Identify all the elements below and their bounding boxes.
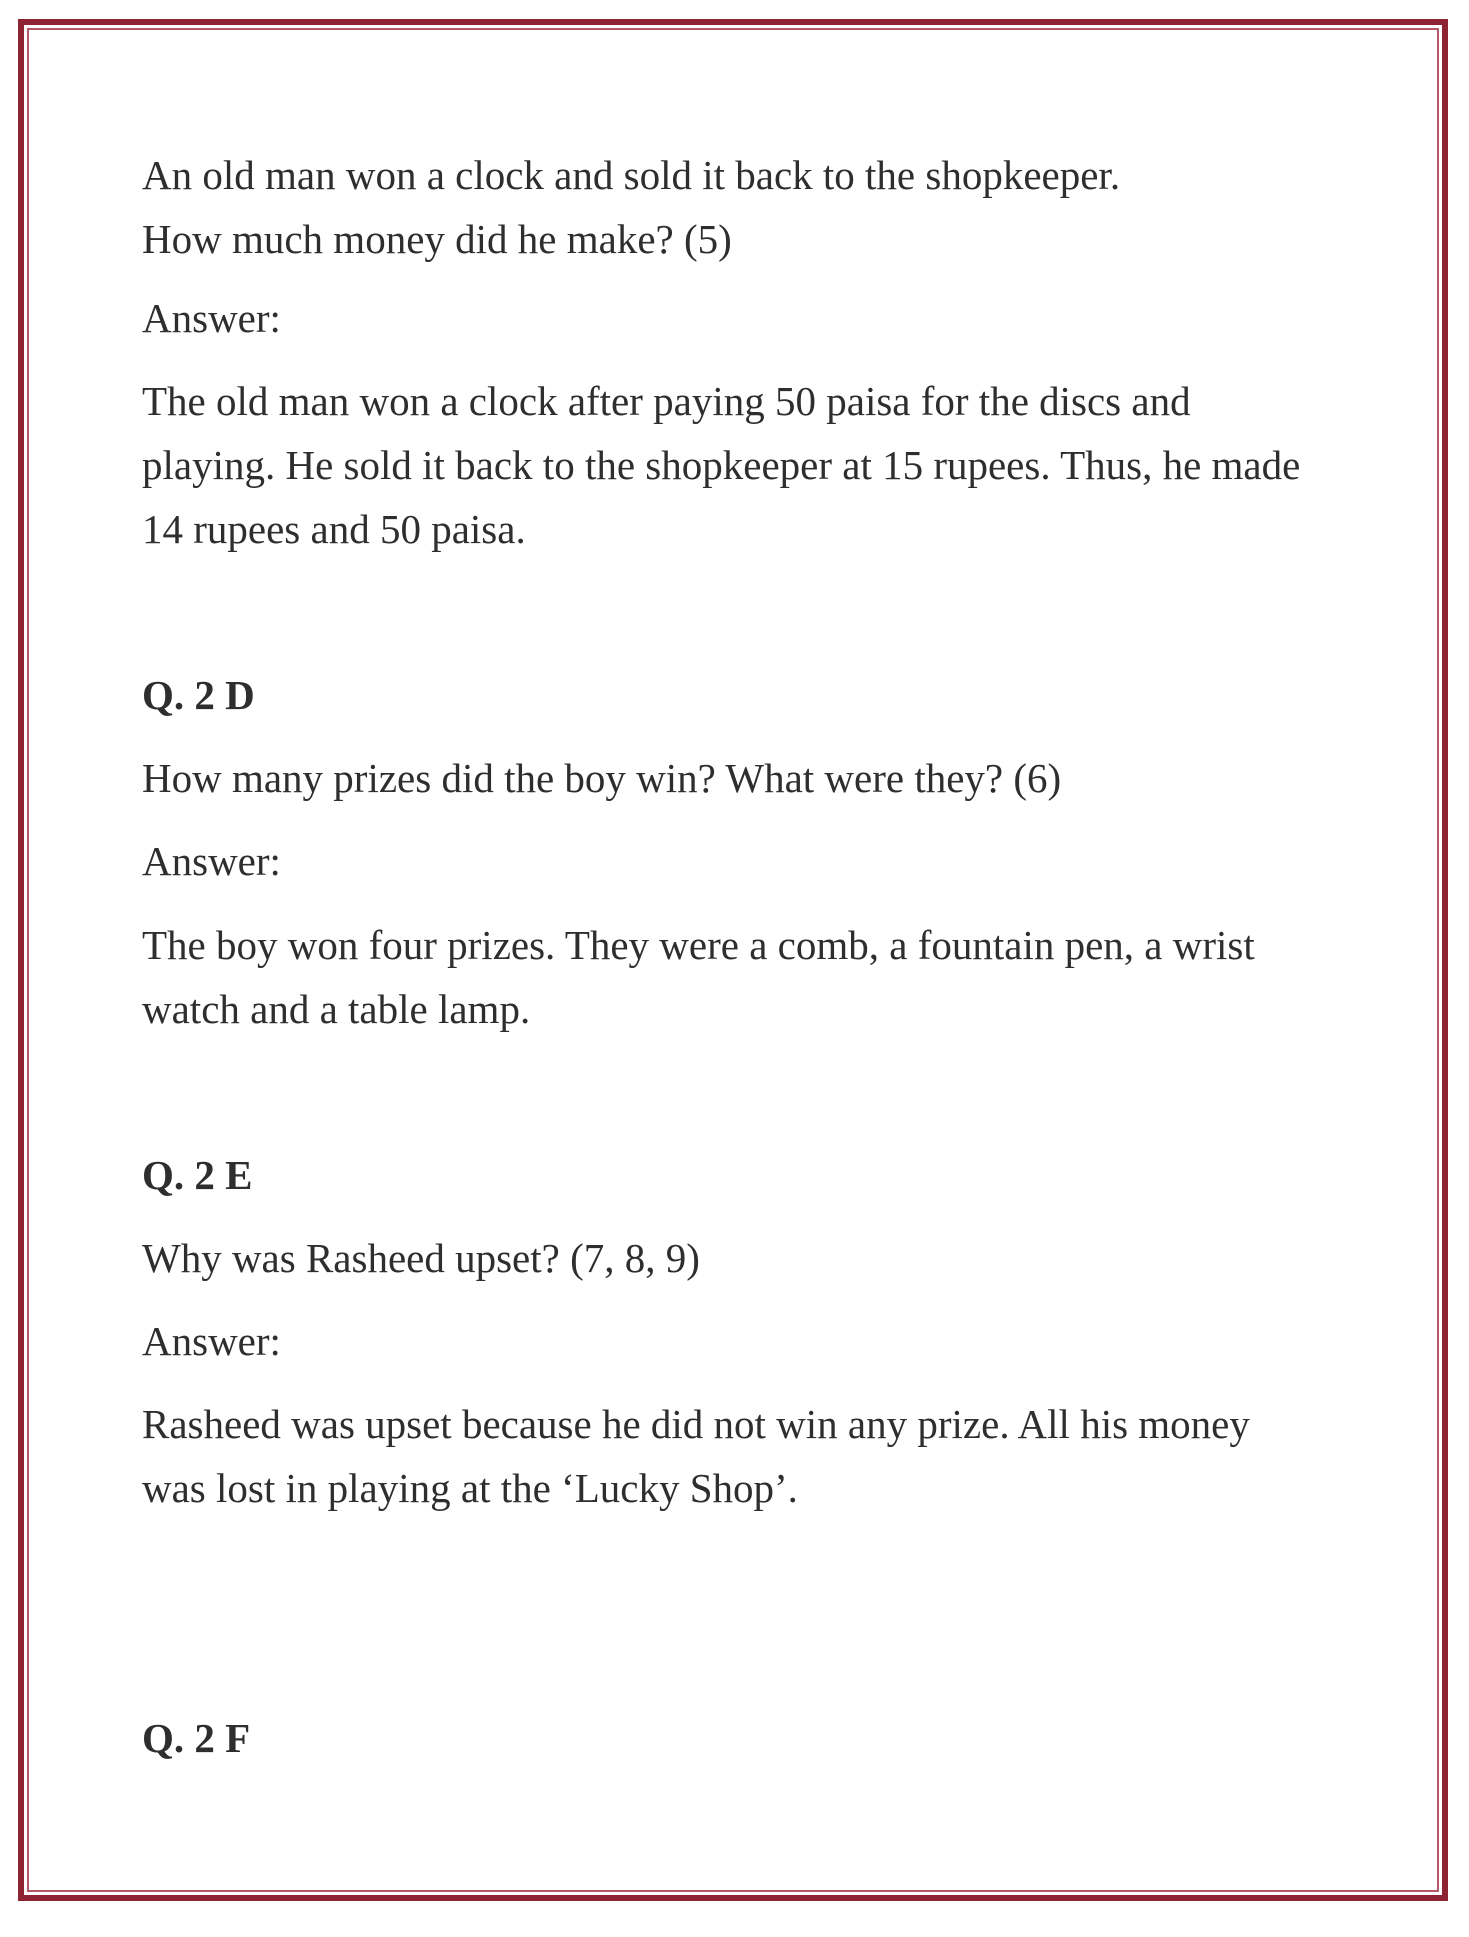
answer-text: The boy won four prizes. They were a comb, a fountain pen, a wrist watch and a table lamp.: [142, 922, 1255, 1032]
question-heading: Q. 2 E: [142, 1152, 253, 1198]
answer-label: Answer:: [142, 295, 281, 341]
answer-label: Answer:: [142, 1318, 281, 1364]
question-heading: Q. 2 D: [142, 672, 255, 718]
answer-label: Answer:: [142, 838, 281, 884]
question-heading: Q. 2 F: [142, 1715, 251, 1761]
question-text: Why was Rasheed upset? (7, 8, 9): [142, 1235, 700, 1281]
answer-text: The old man won a clock after paying 50 paisa for the discs and playing. He sold it back to the shopkeeper at 15 rupees. Thus, he made 14 rupees and 50 paisa.: [142, 378, 1301, 552]
question-text: An old man won a clock and sold it back to the shopkeeper. How much money did he make? (5): [142, 152, 1121, 262]
question-text: How many prizes did the boy win? What were they? (6): [142, 755, 1062, 801]
answer-text: Rasheed was upset because he did not win any prize. All his money was lost in playing at the ‘Lucky Shop’.: [142, 1401, 1250, 1511]
